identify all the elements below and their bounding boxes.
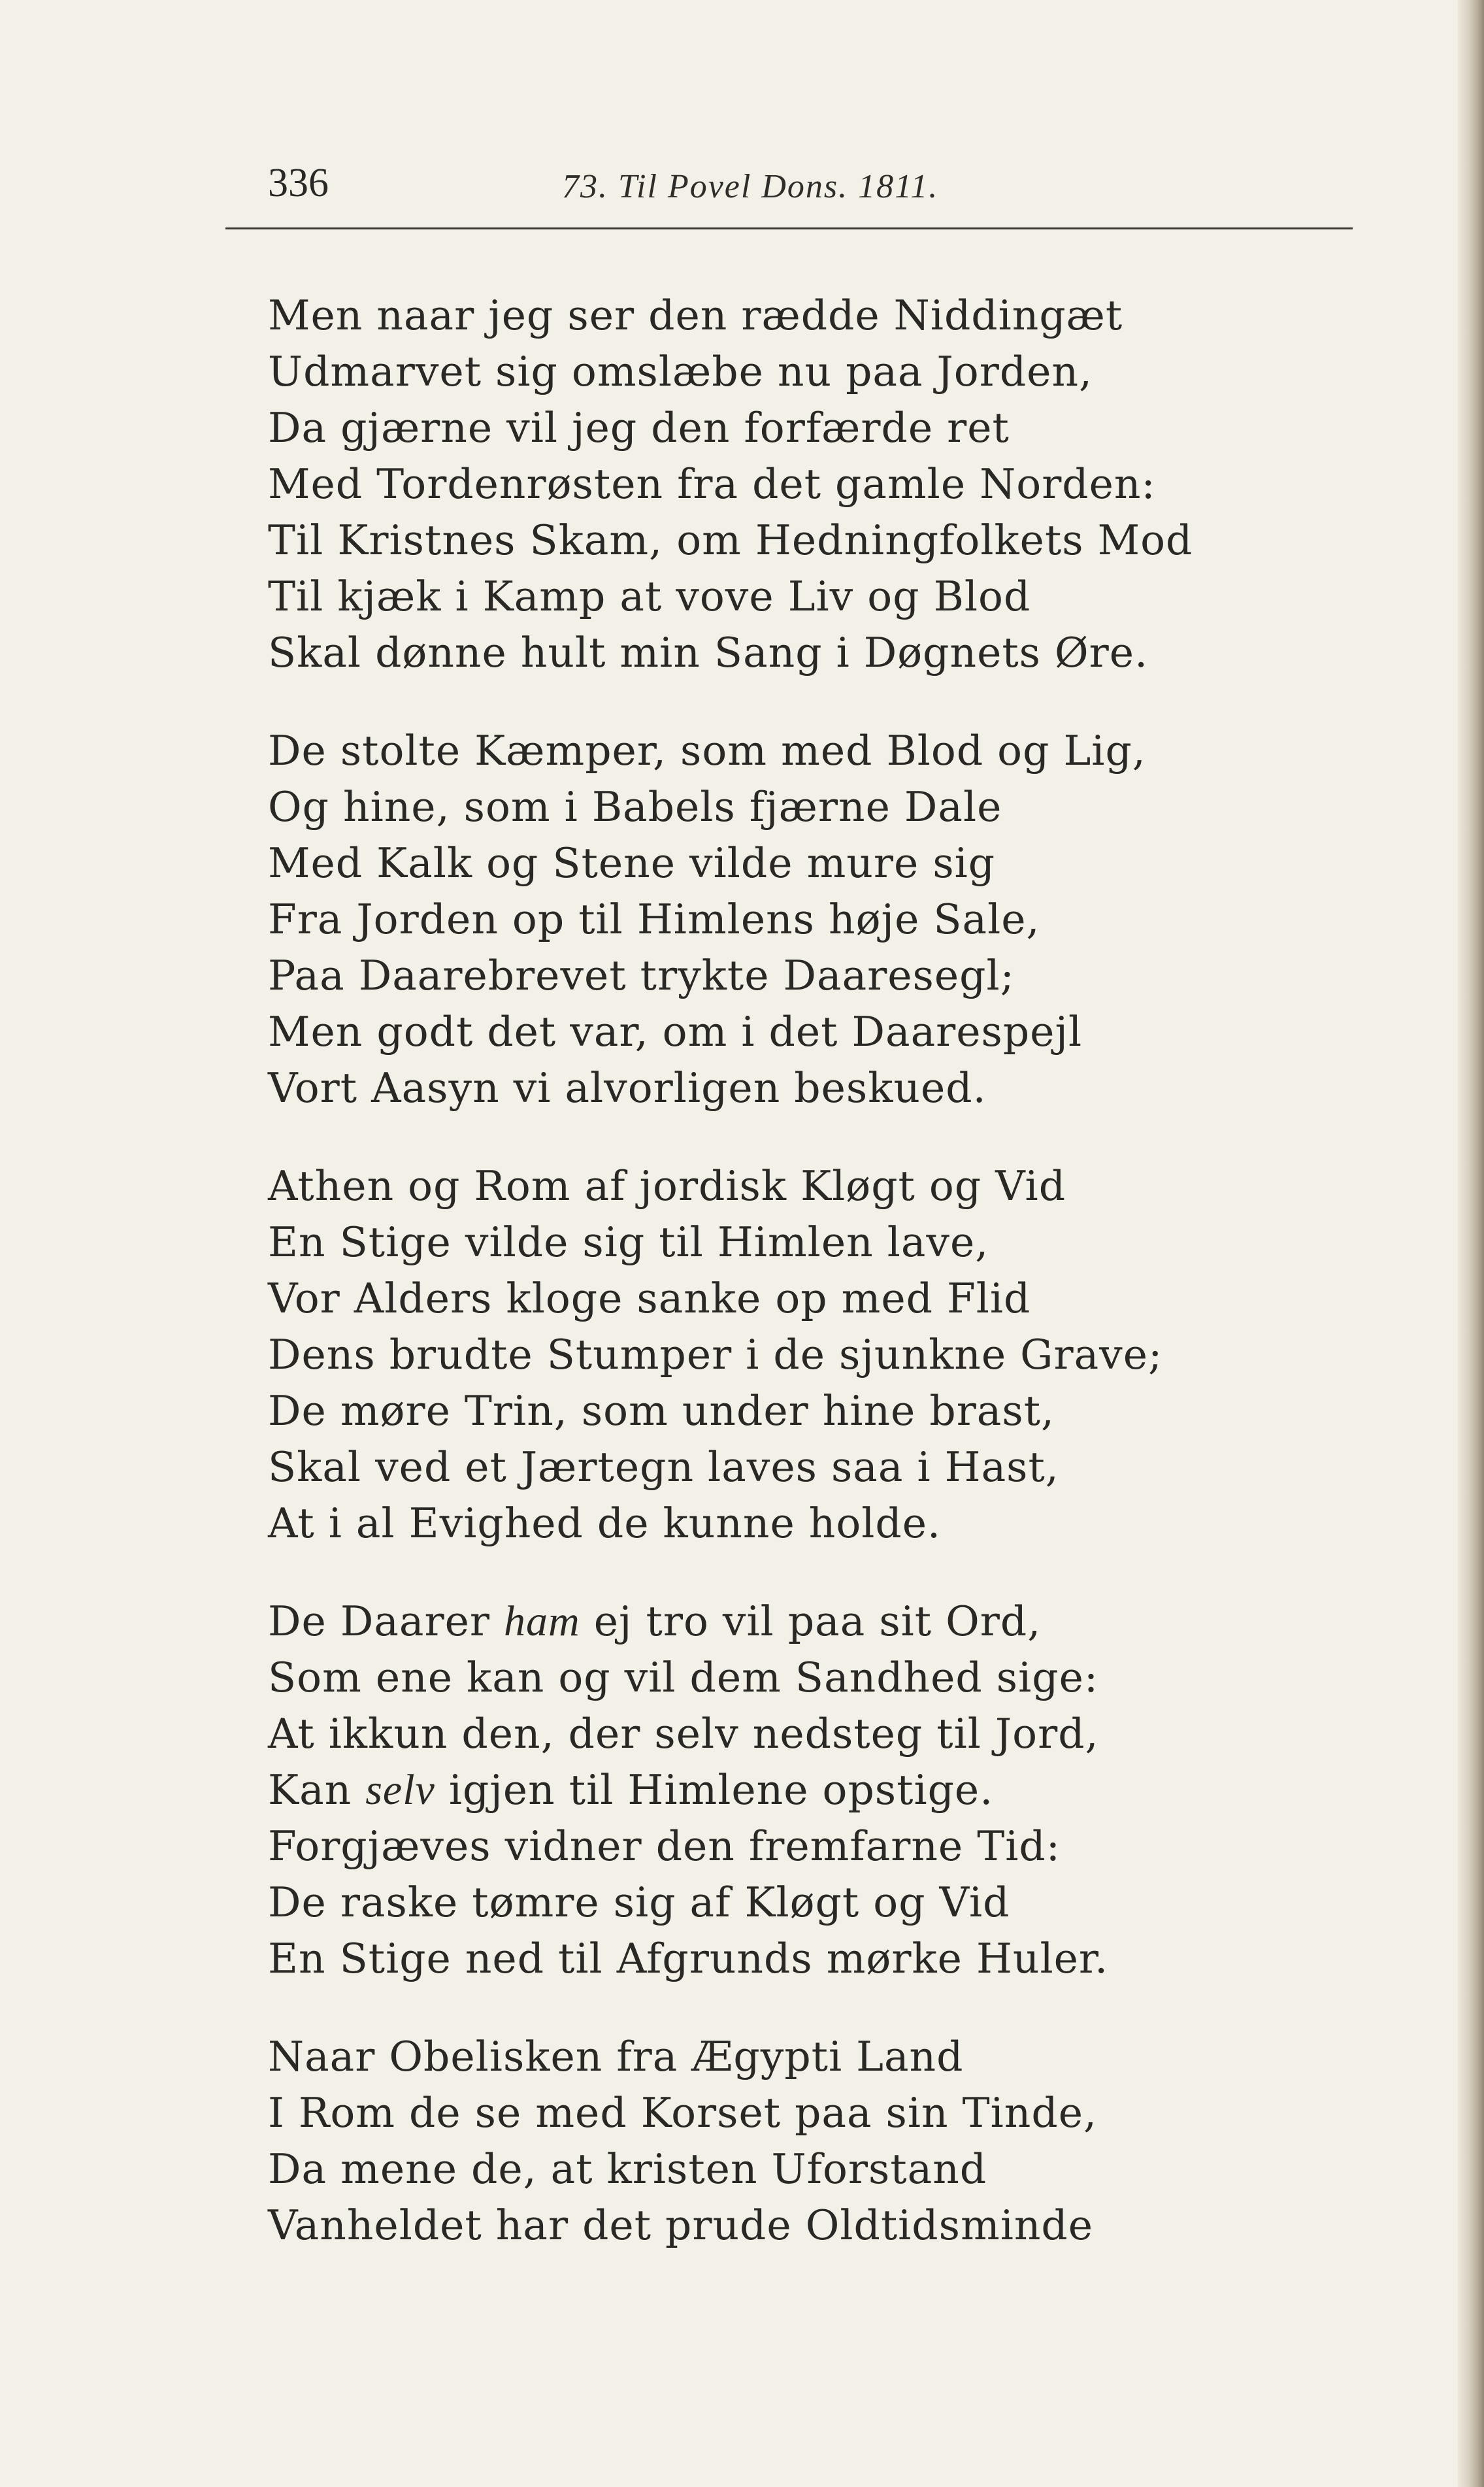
emphasized-word: ham xyxy=(504,1597,580,1645)
poem-line: De stolte Kæmper, som med Blod og Lig, xyxy=(268,727,1146,775)
poem-line: Skal ved et Jærtegn laves saa i Hast, xyxy=(268,1443,1059,1491)
poem-line: Vanheldet har det prude Oldtidsminde xyxy=(268,2201,1094,2249)
poem-line: I Rom de se med Korset paa sin Tinde, xyxy=(268,2089,1098,2137)
poem-line: Vort Aasyn vi alvorligen beskued. xyxy=(268,1064,987,1112)
line-text: De Daarer xyxy=(268,1597,504,1645)
poem-line: Skal dønne hult min Sang i Døgnets Øre. xyxy=(268,629,1149,676)
stanza-1 xyxy=(268,288,1379,681)
poem-line: At ikkun den, der selv nedsteg til Jord, xyxy=(268,1710,1099,1758)
page-edge xyxy=(1458,0,1484,2487)
poem-line: Med Kalk og Stene vilde mure sig xyxy=(268,839,996,887)
poem-line: Dens brudte Stumper i de sjunkne Grave; xyxy=(268,1331,1163,1378)
poem-line: Med Tordenrøsten fra det gamle Norden: xyxy=(268,460,1156,508)
poem-line: Da gjærne vil jeg den forfærde ret xyxy=(268,404,1010,452)
poem-line: Da mene de, at kristen Uforstand xyxy=(268,2145,987,2193)
poem-line: En Stige ned til Afgrunds mørke Huler. xyxy=(268,1935,1109,1982)
poem-line: Til Kristnes Skam, om Hedningfolkets Mod xyxy=(268,516,1193,564)
poem-line xyxy=(268,1762,1379,1818)
poem-line: Som ene kan og vil dem Sandhed sige: xyxy=(268,1654,1099,1701)
poem-line: Forgjæves vidner den fremfarne Tid: xyxy=(268,1822,1061,1870)
poem-line: De raske tømre sig af Kløgt og Vid xyxy=(268,1878,1010,1926)
page-number: 336 xyxy=(268,161,329,205)
poem-line: Udmarvet sig omslæbe nu paa Jorden, xyxy=(268,348,1093,395)
page-header xyxy=(268,157,1353,209)
stanza-5 xyxy=(268,2029,1379,2254)
poem-line: At i al Evighed de kunne holde. xyxy=(268,1499,942,1547)
poem-line: Paa Daarebrevet trykte Daaresegl; xyxy=(268,952,1015,999)
poem-line: Athen og Rom af jordisk Kløgt og Vid xyxy=(268,1162,1066,1210)
poem-line: Til kjæk i Kamp at vove Liv og Blod xyxy=(268,573,1031,620)
poem-body xyxy=(268,288,1379,2295)
header-rule xyxy=(225,227,1353,229)
stanza-2 xyxy=(268,723,1379,1116)
stanza-3 xyxy=(268,1158,1379,1552)
line-text: Kan xyxy=(268,1766,366,1814)
poem-line: De møre Trin, som under hine brast, xyxy=(268,1387,1055,1435)
poem-line: Naar Obelisken fra Ægypti Land xyxy=(268,2033,964,2080)
line-text: ej tro vil paa sit Ord, xyxy=(580,1597,1042,1645)
poem-line: En Stige vilde sig til Himlen lave, xyxy=(268,1218,989,1266)
emphasized-word: selv xyxy=(365,1766,435,1814)
line-text: igjen til Himlene opstige. xyxy=(435,1766,994,1814)
running-head: 73. Til Povel Dons. 1811. xyxy=(562,168,939,205)
poem-line: Men godt det var, om i det Daarespejl xyxy=(268,1008,1083,1056)
poem-line: Vor Alders kloge sanke op med Flid xyxy=(268,1275,1031,1322)
poem-line: Fra Jorden op til Himlens høje Sale, xyxy=(268,895,1040,943)
poem-line xyxy=(268,1594,1379,1650)
poem-line: Og hine, som i Babels fjærne Dale xyxy=(268,783,1002,831)
poem-line: Men naar jeg ser den rædde Niddingæt xyxy=(268,292,1123,339)
stanza-4 xyxy=(268,1594,1379,1987)
